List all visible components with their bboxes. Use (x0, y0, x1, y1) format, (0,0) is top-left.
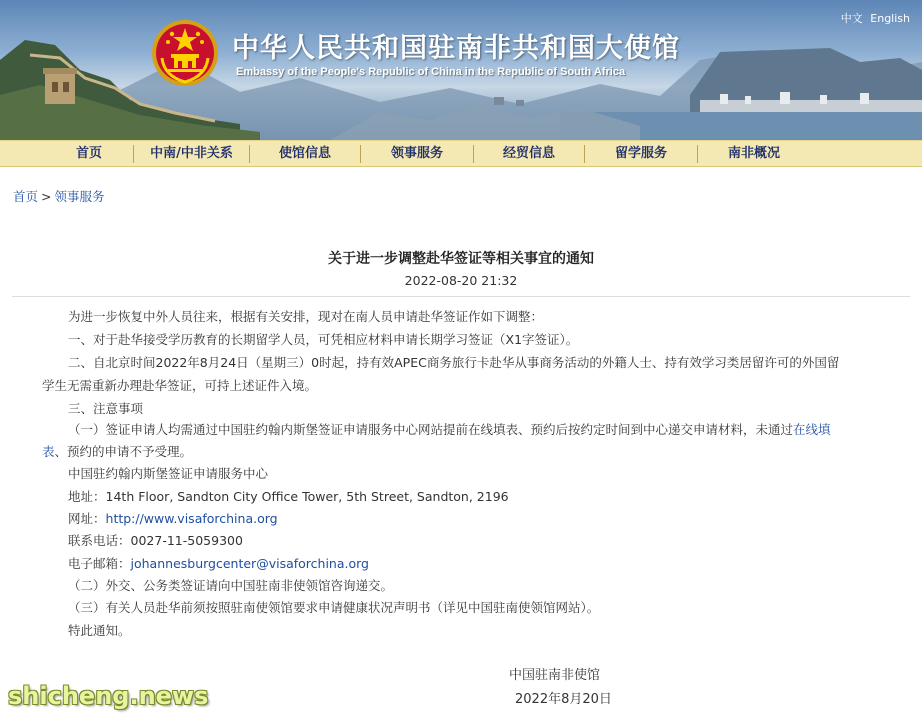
note-1-line-1 (68, 420, 831, 438)
visa-center-address (68, 487, 509, 505)
source-watermark: shicheng.news (8, 682, 209, 710)
breadcrumb-current-link[interactable]: 领事服务 (54, 189, 105, 204)
article-item-3: 三、注意事项 (68, 401, 144, 416)
embassy-title-english: Embassy of the People's Republic of China in the Republic of South Africa (236, 66, 626, 78)
signature-organization: 中国驻南非使馆 (509, 668, 601, 683)
nav-item-consular-services[interactable]: 领事服务 (390, 146, 443, 161)
note-3: （三）有关人员赴华前须按照驻南使领馆要求申请健康状况声明书（详见中国驻南使领馆网站）。 (68, 600, 600, 615)
address-label: 地址： (68, 489, 106, 504)
title-divider (12, 296, 910, 297)
article-title: 关于进一步调整赴华签证等相关事宜的通知 (328, 251, 594, 267)
visa-center-name: 中国驻约翰内斯堡签证申请服务中心 (68, 466, 269, 481)
closing-text: 特此通知。 (68, 623, 131, 638)
article-date: 2022-08-20 21:32 (404, 273, 518, 288)
email-label: 电子邮箱： (68, 556, 131, 571)
website-link[interactable]: http://www.visaforchina.org (105, 511, 278, 526)
lang-chinese-link[interactable]: 中文 (840, 12, 863, 25)
nav-item-home[interactable]: 首页 (75, 146, 102, 161)
language-switcher (837, 10, 910, 26)
note-2: （二）外交、公务类签证请向中国驻南非使领馆咨询递交。 (68, 578, 394, 593)
online-form-link-cont[interactable]: 表 (42, 444, 55, 459)
article-item-2-line-1: 二、自北京时间2022年8月24日（星期三）0时起，持有效APEC商务旅行卡赴华从事商务活动的外籍人士、持有效学习类居留许可的外国留 (68, 355, 840, 370)
nav-item-relations[interactable]: 中南/中非关系 (150, 146, 233, 161)
note-1-text: （一）签证申请人均需通过中国驻约翰内斯堡签证申请服务中心网站提前在线填表、预约后按约定时间到中心递交申请材料，未通过 (68, 422, 794, 437)
note-1-rest: 、预约的申请不予受理。 (54, 444, 193, 459)
lang-english-link[interactable]: English (870, 12, 910, 25)
nav-item-south-africa-overview[interactable]: 南非概况 (727, 146, 780, 161)
visa-center-website (68, 509, 278, 527)
online-form-link[interactable]: 在线填 (793, 422, 831, 437)
address-value: 14th Floor, Sandton City Office Tower, 5th Street, Sandton, 2196 (105, 489, 509, 504)
breadcrumb-home-link[interactable]: 首页 (13, 189, 39, 204)
nav-item-trade-info[interactable]: 经贸信息 (502, 146, 555, 161)
header-banner (0, 0, 922, 140)
note-1-line-2 (42, 442, 192, 460)
national-emblem-icon (150, 18, 220, 88)
breadcrumb (13, 187, 105, 205)
email-link[interactable]: johannesburgcenter@visaforchina.org (130, 556, 369, 571)
article-item-2-line-2: 学生无需重新办理赴华签证，可持上述证件入境。 (42, 378, 318, 393)
website-label: 网址： (68, 511, 106, 526)
article-intro: 为进一步恢复中外人员往来，根据有关安排，现对在南人员申请赴华签证作如下调整： (68, 309, 544, 324)
nav-item-study-services[interactable]: 留学服务 (614, 146, 667, 161)
embassy-title-chinese: 中华人民共和国驻南非共和国大使馆 (232, 33, 680, 64)
signature-date: 2022年8月20日 (515, 692, 612, 707)
main-nav (0, 140, 922, 167)
nav-item-embassy-info[interactable]: 使馆信息 (278, 146, 331, 161)
breadcrumb-separator: > (41, 189, 52, 204)
article-item-1: 一、对于赴华接受学历教育的长期留学人员，可凭相应材料申请长期学习签证（X1字签证）。 (68, 332, 579, 347)
visa-center-email (68, 554, 369, 572)
phone-label: 联系电话： (68, 533, 131, 548)
phone-value: 0027-11-5059300 (130, 533, 243, 548)
visa-center-phone (68, 531, 243, 549)
